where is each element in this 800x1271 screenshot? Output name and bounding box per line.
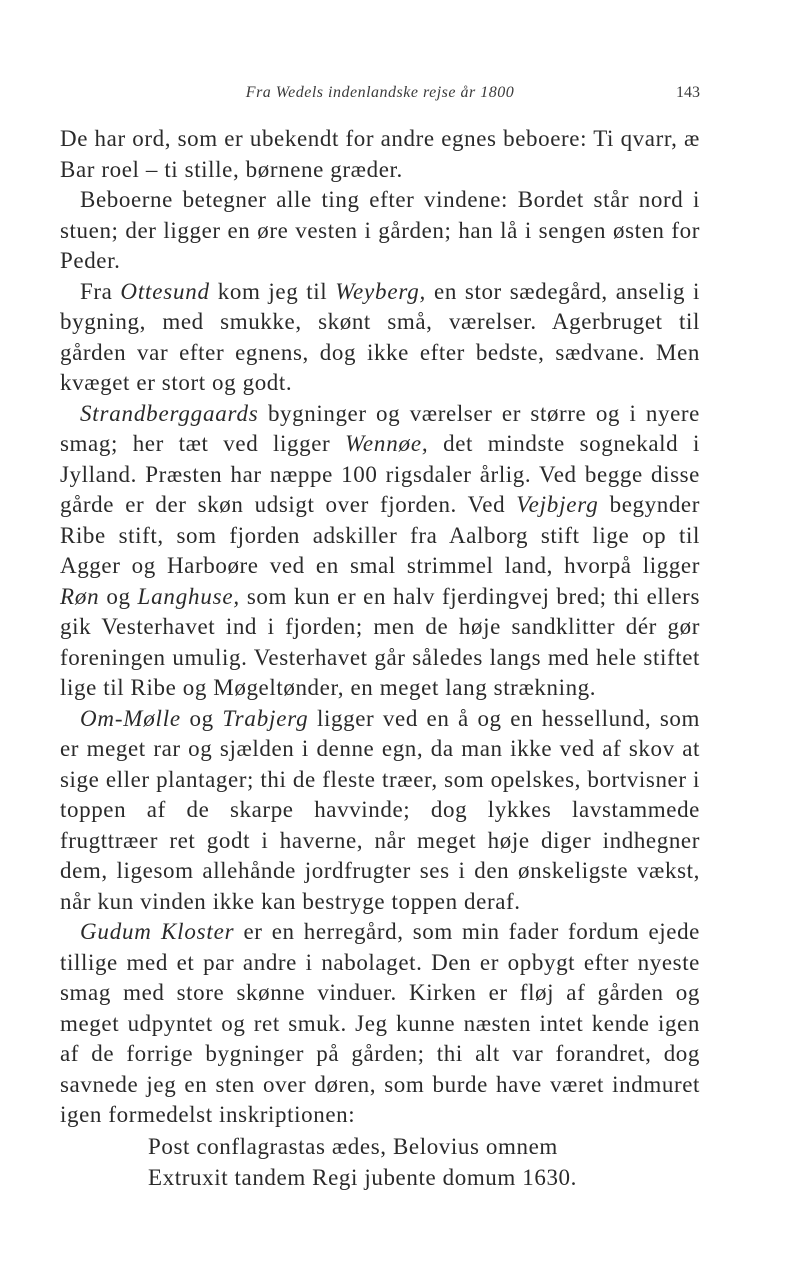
paragraph (60, 399, 700, 704)
paragraph-text: en stor sædegård, anselig i bygning, med smukke, skønt små, værelser. Agerbruget til gården var efter egnens, dog ikke efter bedste, sædvane. Men kvæget er stort og godt. (60, 278, 700, 395)
paragraph-text: som kun er en halv fjerdingvej bred; thi ellers gik Vesterhavet ind i fjorden; men de høje sandklitter dér gør foreningen umulig. Vesterhavet går således langs med hele stiftet lige til Ribe og Møgeltønder, en meget lang strækning. (60, 583, 700, 700)
place-name: Røn (60, 583, 100, 609)
place-name: Weyberg, (335, 278, 427, 304)
paragraph-text: Beboerne betegner alle ting efter vindene: Bordet står nord i stuen; der ligger en øre vesten i gården; han lå i sengen østen for Peder. (60, 187, 700, 273)
paragraph-list (60, 124, 700, 1131)
inscription-line: Post conflagrastas ædes, Belovius omnem (148, 1133, 558, 1159)
paragraph-text: og (180, 705, 223, 731)
page-body (60, 124, 700, 1193)
paragraph (60, 124, 700, 185)
paragraph-text: bygninger og værelser er større og i nyere smag; her tæt ved ligger (60, 400, 700, 456)
paragraph-text: De har ord, som er ubekendt for andre egnes beboere: Ti qvarr, æ Bar roel – ti stille, børnene græder. (60, 126, 700, 182)
running-head: Fra Wedels indenlandske rejse år 1800 (245, 84, 515, 101)
paragraph (60, 277, 700, 399)
paragraph-text: ligger ved en å og en hessellund, som er meget rar og sjælden i denne egn, da man ikke ved af skov at sige eller plantager; thi de fleste træer, som opelskes, bortvisner i toppen af de skarpe havvinde; dog lykkes lavstammede frugttræer ret godt i haverne, når meget høje diger indhegner dem, ligesom allehånde jordfrugter ses i den ønskeligste vækst, når kun vinden ikke kan bestryge toppen deraf. (60, 705, 700, 914)
inscription-line: Extruxit tandem Regi jubente domum 1630. (148, 1164, 577, 1190)
inscription-verse (60, 1131, 700, 1193)
paragraph (60, 185, 700, 277)
place-name: Gudum Kloster (80, 919, 235, 944)
place-name: Strandberggaards (80, 400, 259, 426)
place-name: Om-Mølle (80, 705, 181, 731)
paragraph (60, 704, 700, 918)
page-number: 143 (676, 84, 700, 101)
place-name: Vejbjerg (516, 492, 599, 517)
place-name: Trabjerg (222, 705, 309, 731)
place-name: Langhuse, (137, 583, 240, 609)
paragraph-text: begynder Ribe stift, som fjorden adskiller fra Aalborg stift lige op til Agger og Harboøre ved en smal strimmel land, hvorpå ligger (60, 492, 700, 578)
place-name: Wennøe, (345, 431, 429, 456)
paragraph-text: det mindste sognekald i Jylland. Præsten har næppe 100 rigsdaler årlig. Ved begge disse gårde er der skøn udsigt over fjorden. Ved (60, 431, 700, 517)
page-header (60, 84, 700, 114)
paragraph-text: Fra (80, 278, 121, 304)
paragraph-text: er en herregård, som min fader fordum ejede tillige med et par andre i nabolaget. Den er opbygt efter nyeste smag med store skønne vinduer. Kirken er fløj af gården og meget udpyntet og ret smuk. Jeg kunne næsten intet kende igen af de forrige bygninger på gården; thi alt var forandret, dog savnede jeg en sten over døren, som burde have været indmuret igen formedelst inskriptionen: (60, 919, 700, 1127)
paragraph (60, 917, 700, 1131)
place-name: Ottesund (120, 278, 210, 304)
paragraph-text: kom jeg til (209, 278, 336, 304)
paragraph-text: og (99, 583, 138, 609)
